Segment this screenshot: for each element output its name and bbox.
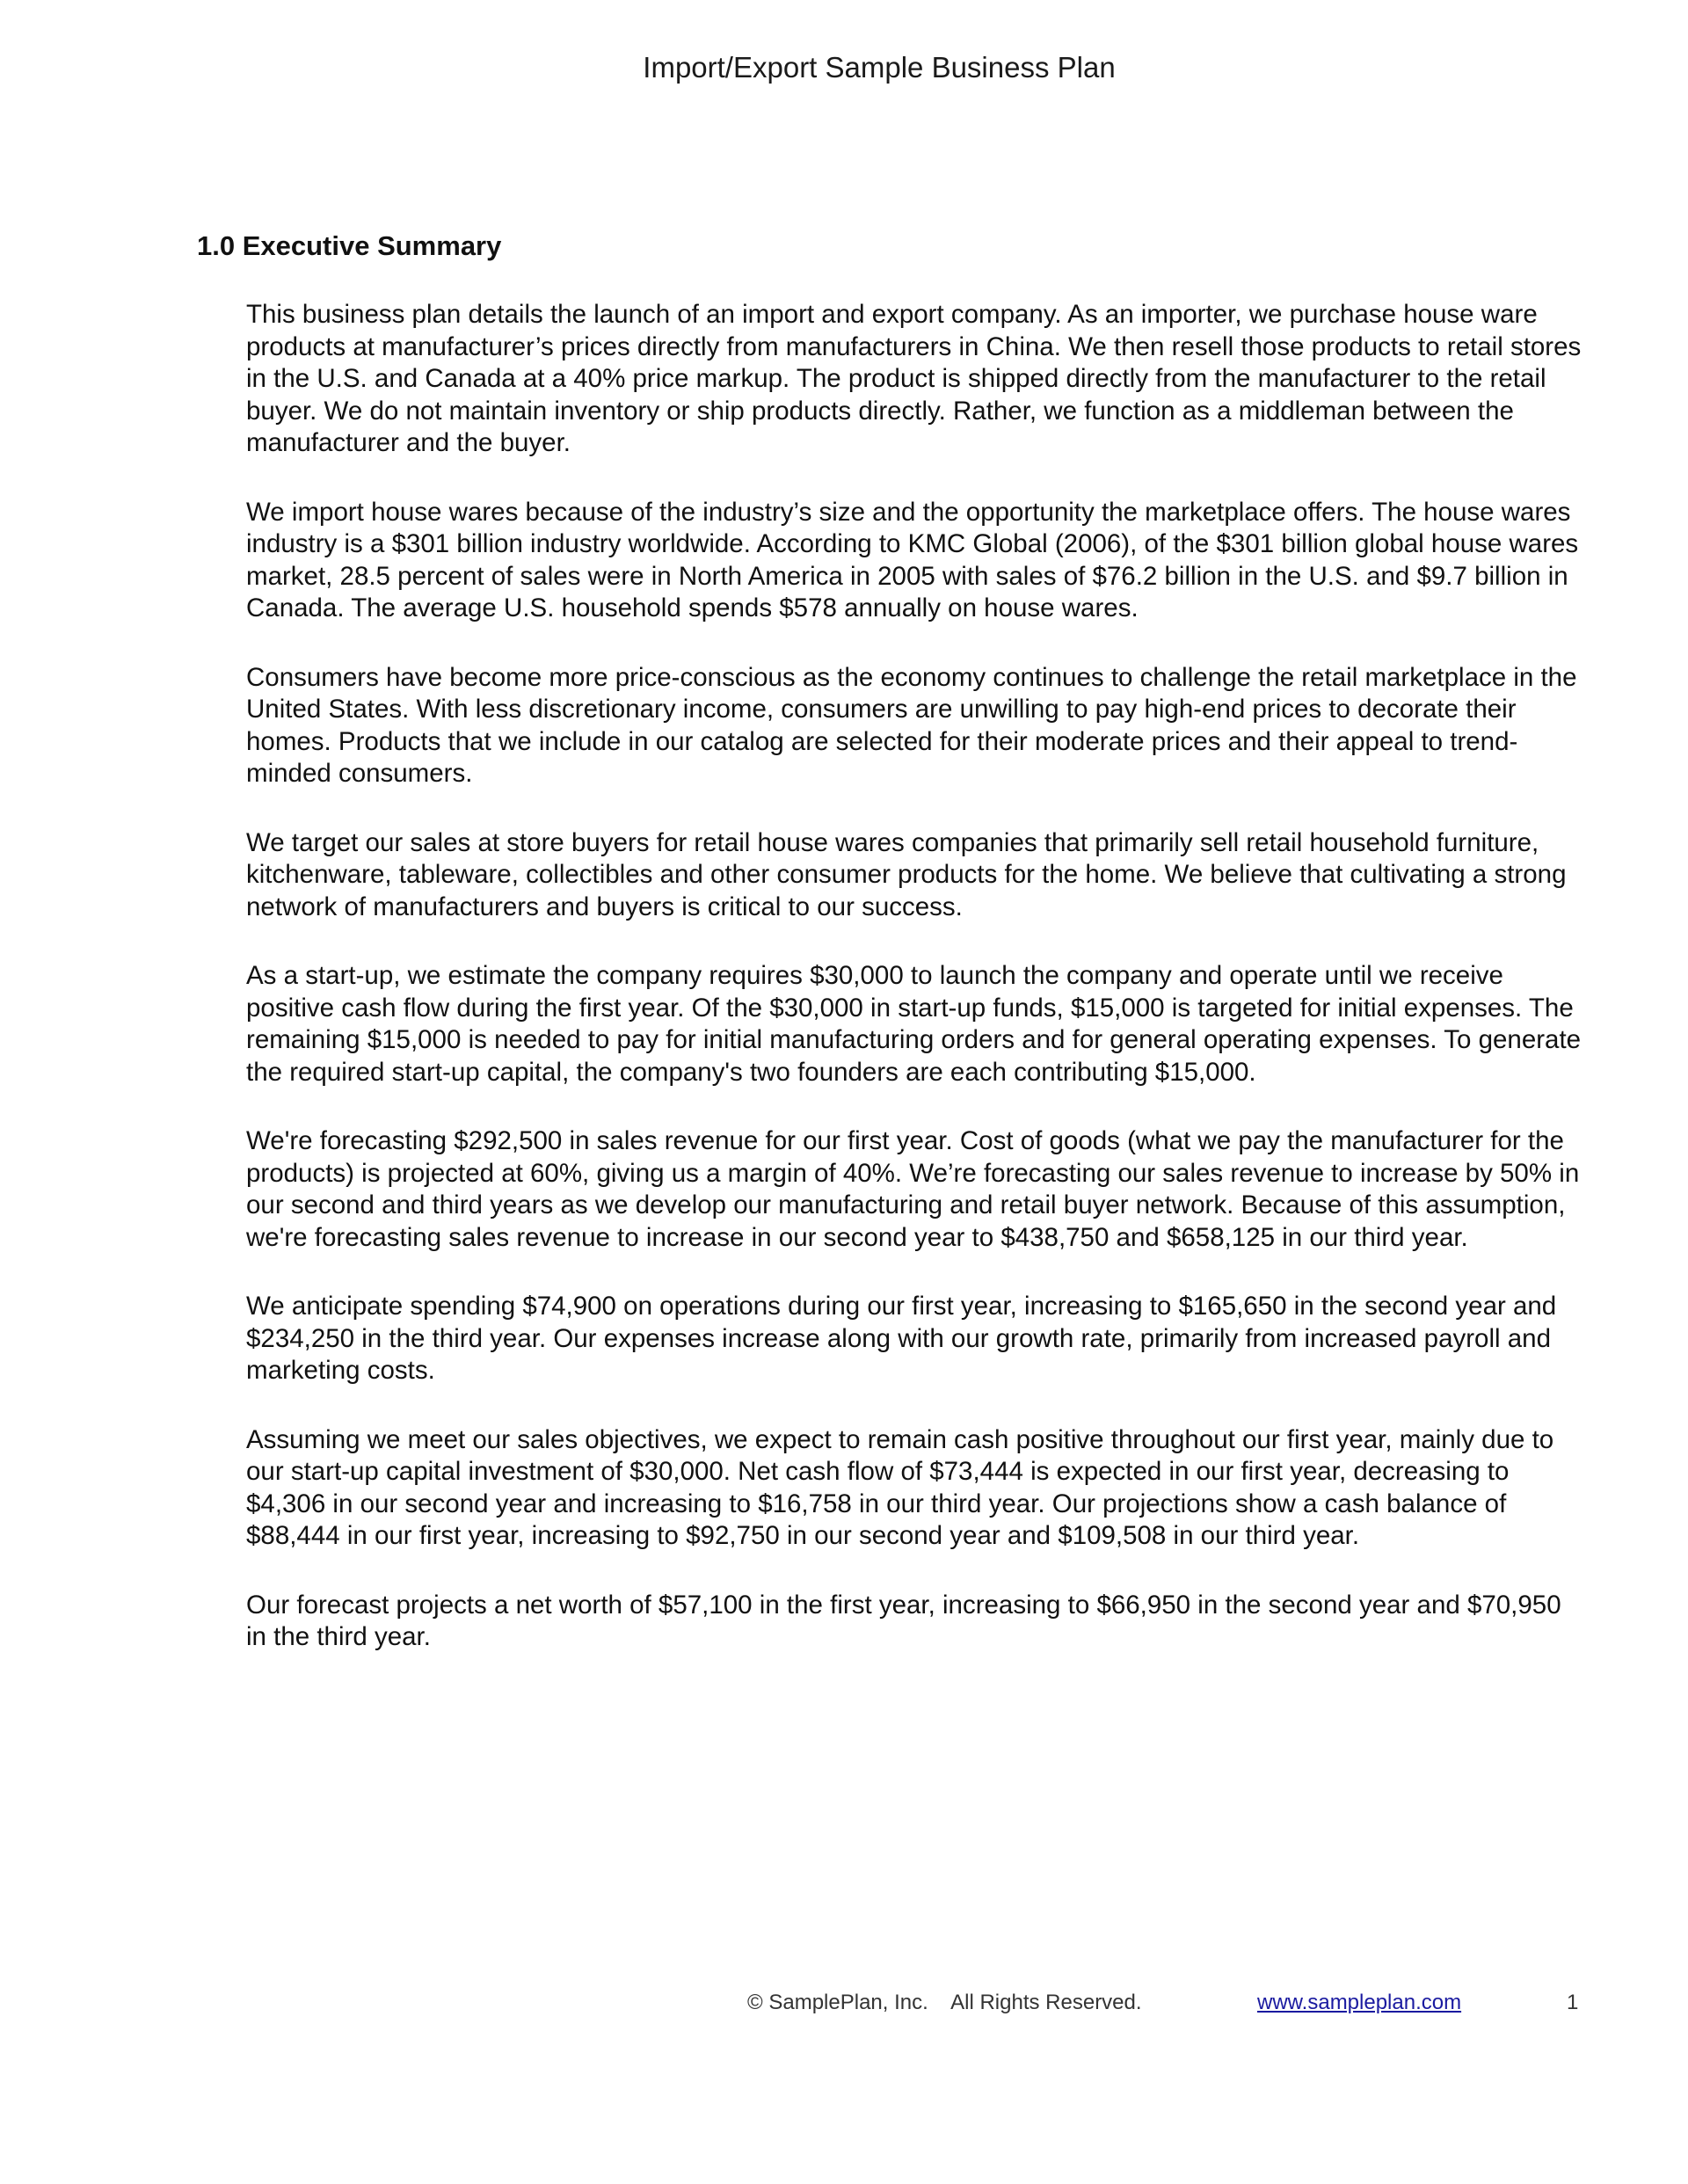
paragraph-startup-funding: As a start-up, we estimate the company requires $30,000 to launch the company and operate until we receive positive cash flow during the first year. Of the $30,000 in start-up funds, $15,000 is targeted for initial expenses. The remaining $15,000 is needed to pay for initial manufacturing orders and for general operating expenses. To generate the required start-up capital, the company's two founders are each contributing $15,000. [246,961,1582,1087]
page-footer [0,1991,1688,2026]
copyright-notice: © SamplePlan, Inc. All Rights Reserved. [747,1991,1142,2014]
paragraph-industry-size: We import house wares because of the industry’s size and the opportunity the marketplace offers. The house wares industry is a $301 billion industry worldwide. According to KMC Global (2006), of the $301 billion global house wares market, 28.5 percent of sales were in North America in 2005 with sales of $76.2 billion in the U.S. and $9.7 billion in Canada. The average U.S. household spends $578 annually on house wares. [246,497,1579,622]
executive-summary-body [246,299,1582,1691]
page-header-title: Import/Export Sample Business Plan [643,51,1116,84]
paragraph-business-overview: This business plan details the launch of an import and export company. As an importer, we purchase house ware products at manufacturer’s prices directly from manufacturers in China. We then resell those products to retail stores in the U.S. and Canada at a 40% price markup. The product is shipped directly from the manufacturer to the retail buyer. We do not maintain inventory or ship products directly. Rather, we function as a middleman between the manufacturer and the buyer. [246,300,1582,457]
website-link[interactable]: www.sampleplan.com [1257,1991,1462,2014]
section-heading: 1.0 Executive Summary [197,230,502,261]
page-number: 1 [1567,1991,1579,2014]
paragraph-sales-forecast: We're forecasting $292,500 in sales revenue for our first year. Cost of goods (what we pay the manufacturer for the products) is projected at 60%, giving us a margin of 40%. We’re forecasting our sales revenue to increase by 50% in our second and third years as we develop our manufacturing and retail buyer network. Because of this assumption, we're forecasting sales revenue to increase in our second year to $438,750 and $658,125 in our third year. [246,1126,1580,1252]
paragraph-net-worth: Our forecast projects a net worth of $57,100 in the first year, increasing to $66,950 in the second year and $70,950 in the third year. [246,1590,1561,1651]
paragraph-operations-spending: We anticipate spending $74,900 on operations during our first year, increasing to $165,650 in the second year and $234,250 in the third year. Our expenses increase along with our growth rate, primarily from increased payroll and marketing costs. [246,1292,1557,1385]
paragraph-consumers: Consumers have become more price-conscious as the economy continues to challenge the retail marketplace in the United States. With less discretionary income, consumers are unwilling to pay high-end prices to decorate their homes. Products that we include in our catalog are selected for their moderate prices and their appeal to trend-minded consumers. [246,662,1577,788]
paragraph-cash-flow: Assuming we meet our sales objectives, we expect to remain cash positive throughout our first year, mainly due to our start-up capital investment of $30,000. Net cash flow of $73,444 is expected in our first year, decreasing to $4,306 in our second year and increasing to $16,758 in our third year. Our projections show a cash balance of $88,444 in our first year, increasing to $92,750 in our second year and $109,508 in our third year. [246,1424,1554,1550]
paragraph-target-market: We target our sales at store buyers for retail house wares companies that primarily sell retail household furniture, kitchenware, tableware, collectibles and other consumer products for the home. We believe that cultivating a strong network of manufacturers and buyers is critical to our success. [246,827,1567,921]
